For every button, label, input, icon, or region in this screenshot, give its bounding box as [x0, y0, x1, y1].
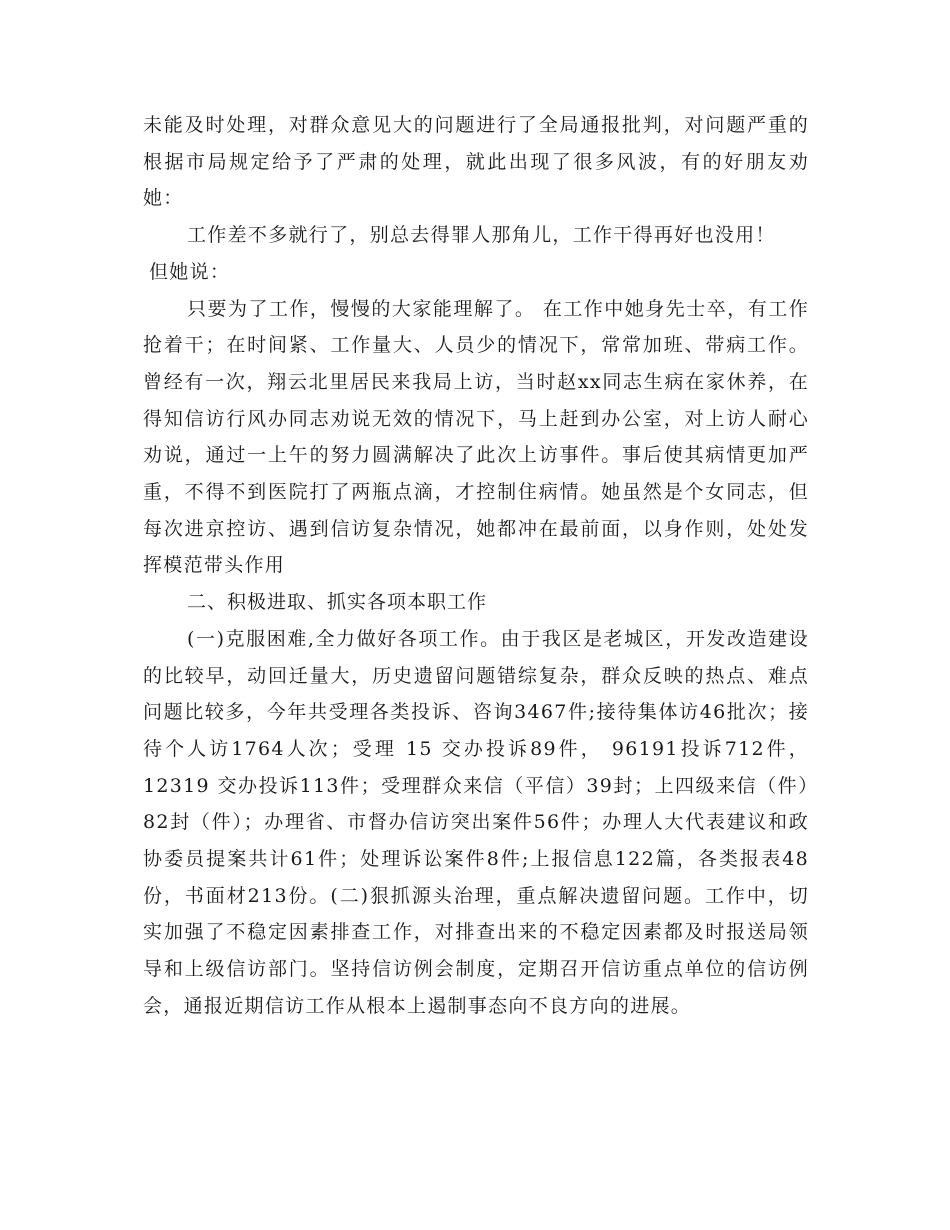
paragraph-4: 只要为了工作，慢慢的大家能理解了。 在工作中她身先士卒，有工作抢着干；在时间紧、工作量大、人员少的情况下，常常加班、带病工作。曾经有一次，翔云北里居民来我局上访，当时赵xx同志生病在家休养，在得知信访行风办同志劝说无效的情况下，马上赶到办公室，对上访人耐心劝说，通过一上午的努力圆满解决了此次上访事件。事后使其病情更加严重，不得不到医院打了两瓶点滴，才控制住病情。她虽然是个女同志，但每次进京控访、遇到信访复杂情况，她都冲在最前面，以身作则，处处发挥模范带头作用: [143, 297, 809, 577]
paragraph-1: 未能及时处理，对群众意见大的问题进行了全局通报批判，对问题严重的根据市局规定给予了严肃的处理，就此出现了很多风波，有的好朋友劝她：: [143, 114, 809, 210]
paragraph-2-quote: 工作差不多就行了，别总去得罪人那角儿，工作干得再好也没用！: [187, 224, 776, 247]
section-heading: 二、积极进取、抓实各项本职工作: [187, 591, 488, 614]
paragraph-5: (一)克服困难,全力做好各项工作。由于我区是老城区，开发改造建设的比较早，动回迁量大，历史遗留问题错综复杂，群众反映的热点、难点问题比较多，今年共受理各类投诉、咨询3467件;接待集体访46批次；接待个人访1764人次；受理 15 交办投诉89件， 96191投诉712件， 12319 交办投诉113件；受理群众来信（平信）39封；上四级来信（件）82封（件）；办理省、市督办信访突出案件56件；办理人大代表建议和政协委员提案共计61件；处理诉讼案件8件;上报信息122篇，各类报表48份，书面材213份。(二)狠抓源头治理，重点解决遗留问题。工作中，切实加强了不稳定因素排查工作，对排查出来的不稳定因素都及时报送局领导和上级信访部门。坚持信访例会制度，定期召开信访重点单位的信访例会，通报近期信访工作从根本上遏制事态向不良方向的进展。: [143, 627, 809, 1017]
document-body: [143, 107, 809, 1025]
paragraph-3: 但她说：: [149, 260, 231, 283]
